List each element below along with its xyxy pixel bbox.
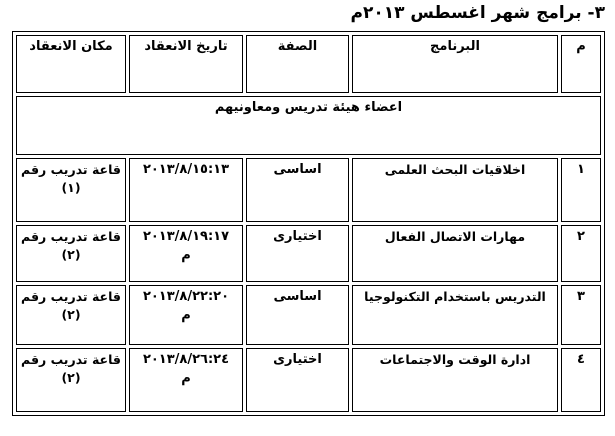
row-number: ٢ [561, 225, 601, 282]
type-cell: اساسى [246, 158, 349, 222]
section-header: اعضاء هيئة تدريس ومعاونيهم [16, 96, 601, 155]
table-row [16, 225, 601, 282]
hall-number: (٢) [61, 247, 81, 263]
date-value: ٢٠١٣/٨/١٩:١٧ [142, 229, 230, 244]
header-type-label: الصفة [277, 39, 318, 54]
hall-name: قاعة تدريب رقم [21, 162, 121, 177]
program-cell [352, 225, 558, 282]
place-cell [16, 285, 126, 345]
hall-name: قاعة تدريب رقم [21, 229, 121, 244]
header-row [16, 35, 601, 93]
header-program-label: البرنامج [430, 39, 480, 54]
date-suffix: م [181, 307, 191, 323]
hall-number: (٢) [61, 370, 81, 386]
header-place-label: مكان الانعقاد [29, 39, 113, 54]
section-row [16, 96, 601, 155]
header-cell-program [352, 35, 558, 93]
header-date-label: تاريخ الانعقاد [144, 39, 228, 54]
date-cell [129, 285, 243, 345]
table-row [16, 158, 601, 222]
program-name: التدريس باستخدام التكنولوجيا [364, 289, 546, 304]
page-title: ٣- برامج شهر اغسطس ٢٠١٣م [350, 3, 605, 23]
header-cell-date [129, 35, 243, 93]
program-cell [352, 285, 558, 345]
date-cell [129, 225, 243, 282]
date-value: ٢٠١٣/٨/٢٢:٢٠ [142, 289, 230, 304]
hall-number: (٢) [61, 307, 81, 323]
type-cell: اساسى [246, 285, 349, 345]
table-row [16, 348, 601, 412]
hall-name: قاعة تدريب رقم [21, 352, 121, 367]
date-suffix: م [181, 370, 191, 386]
place-cell [16, 348, 126, 412]
date-value: ٢٠١٣/٨/٢٦:٢٤ [142, 352, 230, 367]
program-cell [352, 348, 558, 412]
date-cell [129, 158, 243, 222]
header-number-label: م [576, 39, 586, 54]
type-cell: اختيارى [246, 225, 349, 282]
place-cell [16, 225, 126, 282]
row-number: ٣ [561, 285, 601, 345]
programs-table [12, 31, 605, 416]
type-cell: اختيارى [246, 348, 349, 412]
program-name: ادارة الوقت والاجتماعات [379, 352, 531, 367]
date-value: ٢٠١٣/٨/١٥:١٣ [142, 162, 230, 177]
table-row [16, 285, 601, 345]
place-cell [16, 158, 126, 222]
row-number: ٤ [561, 348, 601, 412]
program-name: مهارات الاتصال الفعال [384, 229, 526, 244]
header-cell-place [16, 35, 126, 93]
program-name: اخلاقيات البحث العلمى [384, 162, 526, 177]
date-suffix: م [181, 247, 191, 263]
hall-number: (١) [61, 180, 81, 196]
header-cell-type [246, 35, 349, 93]
row-number: ١ [561, 158, 601, 222]
hall-name: قاعة تدريب رقم [21, 289, 121, 304]
program-cell [352, 158, 558, 222]
header-cell-number [561, 35, 601, 93]
date-cell [129, 348, 243, 412]
